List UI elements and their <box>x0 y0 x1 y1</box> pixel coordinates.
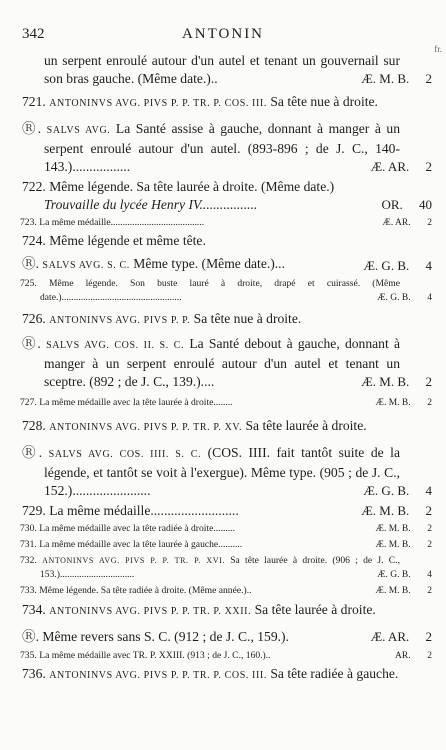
reverse-symbol: Ⓡ. <box>22 256 39 271</box>
catalogue-entry: 725. Même légende. Son buste lauré à droite, drapé et cuirassé. (Même date.).................................................. Æ. G. B. 4 <box>20 278 432 303</box>
entry-legend: ANTONINVS AVG. PIVS P. P. TR. P. COS. III. <box>49 670 267 681</box>
entry-number: 731. <box>20 539 37 550</box>
catalogue-entry: 728. ANTONINVS AVG. PIVS P. P. TR. P. XV. Sa tête laurée à droite. <box>22 418 367 433</box>
entry-number: 735. <box>20 650 37 661</box>
entry-metal-rarity: Æ. G. B. 4 <box>377 570 432 580</box>
entry-number: 728. <box>22 418 46 433</box>
entry-number: 736. <box>22 666 46 681</box>
entry-metal-rarity: Æ. AR. 2 <box>370 629 432 644</box>
entry-number: 723. <box>20 217 37 228</box>
catalogue-entry: 736. ANTONINVS AVG. PIVS P. P. TR. P. COS. III. Sa tête radiée à gauche. <box>22 666 399 681</box>
entry-metal-rarity: Æ. M. B. 2 <box>375 398 432 408</box>
entry-metal-rarity: AR. 2 <box>395 651 432 661</box>
catalogue-entry-reverse: Ⓡ. Même revers sans S. C. (912 ; de J. C., 159.). Æ. AR. 2 <box>22 629 432 644</box>
catalogue-entry-reverse: Ⓡ. SALVS AVG. S. C. Même type. (Même date.)... Æ. G. B. 4 <box>22 256 432 273</box>
catalogue-entry: 729. La même médaille.......................... Æ. M. B. 2 <box>22 503 432 518</box>
entry-metal-rarity: Æ. M. B. 2 <box>375 540 432 550</box>
catalogue-entry: 730. La même médaille avec la tête radiée à droite......... Æ. M. B. 2 <box>20 523 432 534</box>
catalogue-entry: 727. La même médaille avec la tête laurée à droite........ Æ. M. B. 2 <box>20 397 432 408</box>
entry-metal-rarity: Æ. AR. 2 <box>370 159 432 174</box>
entry-number: 733. <box>20 585 37 596</box>
catalogue-entry: 726. ANTONINVS AVG. PIVS P. P. Sa tête nue à droite. <box>22 311 302 326</box>
entry-number: 727. <box>20 397 37 408</box>
catalogue-entry: un serpent enroulé autour d'un autel et tenant un gouvernail sur son bras gauche. (Même date.).. Æ. M. B. 2 <box>44 53 432 86</box>
entry-number: 726. <box>22 311 46 326</box>
page-number: 342 <box>22 26 45 42</box>
entry-metal-rarity: Æ. G. B. 4 <box>363 258 432 273</box>
entry-metal-rarity: Æ. M. B. 2 <box>361 503 432 518</box>
catalogue-entry-reverse: Ⓡ. SALVS AVG. COS. II. S. C. La Santé debout à gauche, donnant à manger à un serpent enroulé autour d'un autel et tenant un sceptre. (892 ; de J. C., 139.).... Æ. M. B. 2 <box>22 336 432 389</box>
entry-number: 725. <box>20 278 37 289</box>
catalogue-entry: 731. La même médaille avec la tête laurée à gauche.......... Æ. M. B. 2 <box>20 539 432 550</box>
catalogue-entry: 724. Même légende et même tête. <box>22 233 206 248</box>
entry-legend: ANTONINVS AVG. PIVS P. P. TR. P. XXII. <box>49 606 252 617</box>
entry-legend: SALVS AVG. COS. IIII. S. C. <box>48 449 202 460</box>
reverse-symbol: Ⓡ. <box>22 445 43 460</box>
catalogue-entry-reverse: Ⓡ. SALVS AVG. La Santé assise à gauche, donnant à manger à un serpent enroulé autour d'un autel. (893-896 ; de J. C., 140-143.)................. Æ. AR. 2 <box>22 121 432 174</box>
catalogue-body <box>0 52 446 685</box>
reverse-symbol: Ⓡ. <box>22 121 42 136</box>
catalogue-entry-reverse: Ⓡ. SALVS AVG. COS. IIII. S. C. (COS. IIII. fait tantôt suite de la légende, et tantôt se voit à l'exergue). Même type. (905 ; de J. C., 152.)....................... Æ. G. B. 4 <box>22 445 432 498</box>
entry-legend: SALVS AVG. S. C. <box>42 260 130 271</box>
entry-legend: SALVS AVG. COS. II. S. C. <box>46 340 185 351</box>
entry-number: 729. <box>22 503 46 518</box>
catalogue-entry: 734. ANTONINVS AVG. PIVS P. P. TR. P. XXII. Sa tête laurée à droite. <box>22 602 376 617</box>
entry-number: 730. <box>20 523 37 534</box>
entry-number: 722. <box>22 179 46 194</box>
entry-metal-rarity: Æ. AR. 2 <box>382 218 432 228</box>
catalogue-entry: 723. La même médaille....................................... Æ. AR. 2 <box>20 217 432 228</box>
entry-number: 732. <box>20 555 37 566</box>
entry-metal-rarity: Æ. M. B. 2 <box>361 71 432 86</box>
page-header <box>0 26 446 54</box>
entry-number: 734. <box>22 602 46 617</box>
running-title: ANTONIN <box>181 26 265 42</box>
entry-metal-rarity: Æ. M. B. 2 <box>375 524 432 534</box>
entry-legend: ANTONINVS AVG. PIVS P. P. TR. P. COS. III. <box>49 98 267 109</box>
catalogue-entry-find: Trouvaille du lycée Henry IV................. OR. 40 <box>44 197 432 212</box>
catalogue-entry: 722. Même légende. Sa tête laurée à droite. (Même date.) <box>22 179 335 194</box>
entry-legend: ANTONINVS AVG. PIVS P. P. TR. P. XVI. <box>42 556 225 565</box>
entry-metal-rarity: Æ. G. B. 4 <box>377 293 432 303</box>
entry-metal-rarity: Æ. M. B. 2 <box>375 586 432 596</box>
entry-metal-rarity: OR. 40 <box>381 197 432 212</box>
margin-mark: fr. <box>434 44 442 54</box>
entry-legend: ANTONINVS AVG. PIVS P. P. TR. P. XV. <box>49 422 243 433</box>
catalogue-entry: 733. Même légende. Sa tête radiée à droite. (Même année.).. Æ. M. B. 2 <box>20 585 432 596</box>
reverse-symbol: Ⓡ. <box>22 336 41 351</box>
entry-legend: SALVS AVG. <box>46 125 111 136</box>
entry-metal-rarity: Æ. G. B. 4 <box>363 483 432 498</box>
entry-metal-rarity: Æ. M. B. 2 <box>361 374 432 389</box>
catalogue-entry: 732. ANTONINVS AVG. PIVS P. P. TR. P. XVI. Sa tête laurée à droite. (906 ; de J. C., 153.)............................... Æ. G. B. 4 <box>20 555 432 580</box>
catalogue-entry: 735. La même médaille avec TR. P. XXIII. (913 ; de J. C., 160.).. AR. 2 <box>20 650 432 661</box>
entry-number: 721. <box>22 94 46 109</box>
catalogue-entry: 721. ANTONINVS AVG. PIVS P. P. TR. P. COS. III. Sa tête nue à droite. <box>22 94 378 109</box>
entry-legend: ANTONINVS AVG. PIVS P. P. <box>49 315 191 326</box>
reverse-symbol: Ⓡ. <box>22 629 39 644</box>
entry-number: 724. <box>22 233 46 248</box>
